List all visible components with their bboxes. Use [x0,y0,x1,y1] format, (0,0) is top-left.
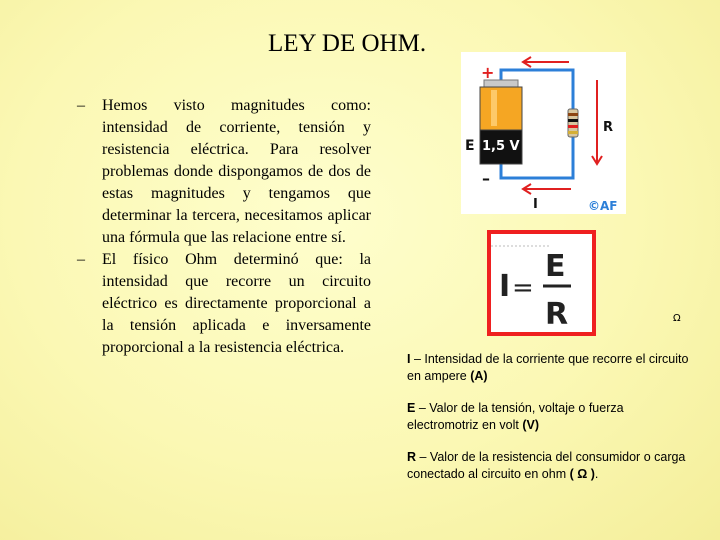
definition-unit: (V) [522,418,539,432]
formula-equals: = [512,273,534,303]
resistor-band [568,131,578,134]
bullet-item [77,249,371,359]
plus-sign: + [481,63,495,82]
formula-denominator: R [545,297,569,332]
definition-text: – Intensidad de la corriente que recorre el circuito en ampere [407,352,689,383]
definition-item [407,449,697,483]
bullet-dash: – [77,251,85,268]
definition-tail: . [594,467,599,481]
ohm-formula [487,230,596,336]
definition-text: – Valor de la resistencia del consumidor o carga conectado al circuito en ohm [407,450,686,481]
omega-symbol: Ω [673,313,681,324]
minus-sign: – [482,169,490,188]
definition-item [407,400,697,434]
battery-label: E [465,138,475,154]
formula-numerator: E [545,249,566,284]
bullet-dash: – [77,97,85,114]
definition-unit: (A) [470,369,488,383]
definition-symbol: R [407,450,417,464]
circuit-diagram [461,52,626,214]
resistor-band [568,113,578,116]
page-title: LEY DE OHM. [268,30,427,57]
definitions [407,351,697,498]
current-label: I [533,197,538,212]
definition-item [407,351,697,385]
battery-value: 1,5 V [482,139,520,154]
formula-lhs: I [499,269,511,304]
credit-label: ©AF [588,199,618,213]
definition-symbol: I [407,352,411,366]
battery-shine [491,90,497,126]
definition-text: – Valor de la tensión, voltaje o fuerza electromotriz en volt [407,401,624,432]
definition-symbol: E [407,401,416,415]
formula-svg [491,234,592,332]
battery-top [480,87,522,130]
bullet-text: Hemos visto magnitudes como: intensidad de corriente, tensión y resistencia eléctrica. Para resolver problemas donde dispongamos de dos de estas magnitudes y tengamos que determinar la tercera, necesitamos aplicar una fórmula que las relacione entre sí. [102,97,371,246]
circuit-svg [461,52,626,214]
bullet-item [77,95,371,249]
bullet-text: El físico Ohm determinó que: la intensidad que recorre un circuito eléctrico es directamente proporcional a la tensión aplicada e inversamente proporcional a la resistencia eléctrica. [102,251,371,356]
resistor-band [568,125,578,128]
resistor-label: R [603,120,614,135]
resistor-band [568,119,578,122]
bullet-list [77,95,371,359]
definition-unit: ( Ω ) [569,467,595,481]
